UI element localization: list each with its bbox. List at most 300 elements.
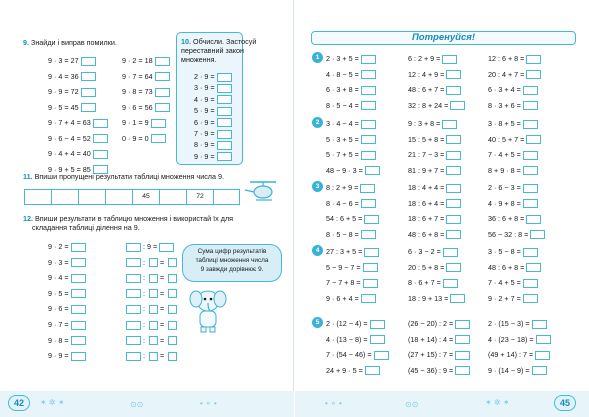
equation-text: 7 · 4 + 5 =: [488, 278, 521, 288]
equation-row: [488, 275, 541, 291]
answer-box[interactable]: [455, 366, 470, 375]
colon-sign: :: [143, 351, 145, 361]
task9-instruction: Знайди і виправ помилки.: [31, 38, 117, 47]
equation-row: [326, 82, 376, 98]
equation-row: [48, 270, 86, 286]
exercise-column: [408, 51, 465, 113]
answer-box[interactable]: [81, 88, 96, 97]
equation-text: 6 · 3 + 4 =: [488, 85, 521, 95]
equation-text: 8 : 2 + 9 =: [326, 183, 359, 192]
equation-text: 0 · 9 = 0: [122, 133, 149, 143]
equation-row: [48, 286, 86, 302]
equation-row: [194, 128, 232, 139]
answer-box[interactable]: [217, 107, 232, 116]
answer-box[interactable]: [446, 199, 461, 208]
answer-box[interactable]: [523, 86, 538, 95]
answer-box[interactable]: [361, 70, 376, 79]
answer-box[interactable]: [526, 70, 541, 79]
equation-row: [408, 116, 461, 132]
answer-box[interactable]: [155, 57, 170, 66]
equation-row: [326, 98, 376, 114]
answer-box[interactable]: [443, 248, 458, 257]
equation-text: 54 : 6 + 5 =: [326, 214, 363, 224]
exercise-column: [408, 180, 461, 242]
equation-row: [488, 98, 541, 114]
answer-box[interactable]: [523, 166, 538, 175]
equation-row: [326, 211, 379, 227]
answer-box[interactable]: [523, 101, 538, 110]
exercise-column: [326, 116, 380, 178]
equation-row: [326, 291, 379, 307]
answer-box[interactable]: [530, 230, 545, 239]
answer-box[interactable]: [523, 120, 538, 129]
exercise-number-badge: 1: [312, 52, 323, 63]
exercise-column: [488, 244, 541, 306]
equation-row: [488, 291, 541, 307]
answer-box[interactable]: [360, 184, 375, 193]
answer-box[interactable]: [126, 321, 141, 330]
equation-text: 2 · 6 − 3 =: [488, 183, 521, 192]
equation-row: [488, 260, 541, 276]
equals-sign: =: [160, 351, 165, 361]
task9-column-2: [122, 53, 170, 146]
answer-box[interactable]: [364, 248, 379, 257]
equation-text: 9 · 2 =: [48, 242, 69, 251]
answer-box[interactable]: [168, 336, 177, 345]
equation-row: [408, 82, 465, 98]
answer-box[interactable]: [217, 95, 232, 104]
answer-box[interactable]: [361, 294, 376, 303]
task11-instruction: Впиши пропущені результати таблиці множення числа 9.: [34, 172, 224, 181]
answer-box[interactable]: [446, 166, 461, 175]
answer-box[interactable]: [126, 305, 141, 314]
answer-box[interactable]: [446, 135, 461, 144]
equation-text: 20 : 5 + 8 =: [408, 262, 445, 272]
decor-bicycle-icon: ⊙⊙: [130, 400, 144, 409]
equation-row: [122, 100, 170, 116]
equation-row: [488, 51, 541, 67]
equation-row: [326, 163, 380, 179]
answer-box[interactable]: [526, 263, 541, 272]
equals-sign: =: [160, 288, 165, 298]
equation-text: 9 · 6 + 4 =: [326, 293, 359, 303]
answer-box[interactable]: [526, 135, 541, 144]
answer-box[interactable]: [446, 215, 461, 224]
equation-row: [488, 147, 541, 163]
equation-text: 15 : 5 + 8 =: [408, 134, 445, 144]
exercise-number-badge: 5: [312, 317, 323, 328]
answer-box[interactable]: [81, 57, 96, 66]
equation-text: 4 · 8 − 5 =: [326, 69, 359, 79]
answer-box[interactable]: [442, 120, 457, 129]
answer-box[interactable]: [532, 320, 547, 329]
equation-text: 9 · 6 =: [48, 304, 69, 314]
task10-instruction: 10. Обчисли. Застосуй переставний закон множення.: [181, 37, 257, 64]
answer-box[interactable]: [363, 279, 378, 288]
equation-row: [408, 227, 461, 243]
equation-row: [326, 244, 379, 260]
left-page-number: 42: [8, 395, 30, 411]
task11-header: 11. Впиши пропущені результати таблиці множення числа 9.: [23, 172, 224, 181]
equation-row: [488, 227, 545, 243]
strip-cell: 45: [132, 190, 159, 204]
equation-text: 20 : 4 + 7 =: [488, 69, 525, 79]
equation-text: 36 : 6 + 8 =: [488, 214, 525, 224]
answer-box[interactable]: [126, 258, 141, 267]
equation-text: 24 + 9 · 5 =: [326, 365, 363, 375]
answer-box[interactable]: [168, 321, 177, 330]
equation-row: [408, 180, 461, 196]
equation-text: 48 : 6 + 7 =: [408, 85, 445, 95]
equation-row: [326, 51, 376, 67]
equation-row: [488, 116, 541, 132]
division-row: [124, 239, 177, 255]
equation-row: [48, 146, 108, 162]
answer-box[interactable]: [374, 351, 389, 360]
answer-box[interactable]: [93, 150, 108, 159]
equation-text: 5 · 7 + 5 =: [326, 150, 359, 160]
colon-sign: :: [143, 335, 145, 345]
equals-sign: =: [160, 304, 165, 314]
answer-box[interactable]: [523, 248, 538, 257]
answer-box[interactable]: [168, 258, 177, 267]
exercise-column: [488, 51, 541, 113]
equation-text: 5 · 3 + 5 =: [326, 134, 359, 144]
answer-box[interactable]: [81, 103, 96, 112]
answer-box[interactable]: [365, 166, 380, 175]
equation-text: 9 · 3 = 27: [48, 56, 79, 65]
task9-column-1: [48, 53, 108, 177]
answer-box[interactable]: [217, 84, 232, 93]
exercise-number-badge: 2: [312, 117, 323, 128]
equation-row: [408, 275, 465, 291]
answer-box[interactable]: [168, 352, 177, 361]
answer-box[interactable]: [126, 336, 141, 345]
equation-text: 56 − 32 : 8 =: [488, 229, 529, 239]
left-page: [0, 0, 294, 417]
equation-row: [408, 332, 470, 348]
answer-box[interactable]: [361, 120, 376, 129]
strip-cell[interactable]: [24, 190, 51, 204]
equation-row: [194, 94, 232, 105]
page-title: Потренуйся!: [311, 31, 576, 45]
equation-text: 81 : 9 + 7 =: [408, 165, 445, 175]
answer-box[interactable]: [361, 86, 376, 95]
answer-box[interactable]: [168, 289, 177, 298]
answer-box[interactable]: [361, 55, 376, 64]
answer-box[interactable]: [523, 294, 538, 303]
answer-box[interactable]: [455, 351, 470, 360]
equation-text: 9 · 6 = 56: [122, 102, 153, 112]
answer-box[interactable]: [159, 243, 174, 252]
answer-box[interactable]: [370, 335, 385, 344]
division-row: [124, 286, 177, 302]
answer-box[interactable]: [71, 336, 86, 345]
equation-text: 8 · 3 + 6 =: [488, 100, 521, 110]
task12-header: 12. Впиши результати в таблицю множення і використай їх для складання таблиці ділення на 9.: [23, 214, 234, 232]
equation-text: 9 · 5 =: [48, 288, 69, 298]
answer-box[interactable]: [450, 101, 465, 110]
answer-box[interactable]: [126, 289, 141, 298]
answer-box[interactable]: [71, 321, 86, 330]
answer-box[interactable]: [151, 119, 166, 128]
equation-row: [408, 51, 465, 67]
answer-box[interactable]: [126, 243, 141, 252]
exercise-number-badge: 3: [312, 181, 323, 192]
equation-row: [326, 132, 380, 148]
strip-cell[interactable]: [159, 190, 186, 204]
task12-division: [124, 239, 177, 364]
equation-text: 8 · 6 + 7 =: [408, 278, 441, 288]
equation-row: [326, 227, 379, 243]
answer-box[interactable]: [93, 134, 108, 143]
answer-box[interactable]: [126, 274, 141, 283]
strip-cell[interactable]: [105, 190, 132, 204]
equation-row: [194, 71, 232, 82]
answer-box[interactable]: [126, 352, 141, 361]
exercise-column: [326, 51, 376, 113]
answer-box[interactable]: [532, 366, 547, 375]
equation-row: [488, 132, 541, 148]
equation-text: 7 · 4 + 5 =: [488, 150, 521, 160]
division-row: [124, 255, 177, 271]
colon-sign: :: [143, 288, 145, 298]
answer-box[interactable]: [149, 305, 158, 314]
equation-row: [122, 84, 170, 100]
answer-box[interactable]: [455, 335, 470, 344]
equation-text: 7 · 9 =: [194, 128, 215, 138]
answer-box[interactable]: [370, 320, 385, 329]
equation-text: 7 · (54 − 46) =: [326, 350, 372, 360]
answer-box[interactable]: [71, 352, 86, 361]
equation-text: 2 · (12 − 4) =: [326, 319, 368, 328]
helicopter-icon: [244, 179, 282, 205]
answer-box[interactable]: [71, 258, 86, 267]
equation-text: 8 · 5 − 8 =: [326, 229, 359, 239]
answer-box[interactable]: [155, 72, 170, 81]
equation-text: 3 · 5 − 8 =: [488, 247, 521, 256]
equation-row: [194, 105, 232, 116]
equation-row: [326, 116, 380, 132]
equation-row: [326, 196, 379, 212]
answer-box[interactable]: [81, 72, 96, 81]
answer-box[interactable]: [149, 258, 158, 267]
answer-box[interactable]: [365, 366, 380, 375]
right-page: [295, 0, 589, 417]
equation-text: 9 · 4 =: [48, 273, 69, 283]
task9-header: 9. Знайди і виправ помилки.: [23, 38, 117, 47]
equation-row: [488, 163, 541, 179]
equation-row: [48, 348, 86, 364]
equation-row: [194, 151, 232, 162]
answer-box[interactable]: [523, 199, 538, 208]
equation-text: 8 · 4 − 6 =: [326, 198, 359, 208]
equation-text: 3 · 8 + 5 =: [488, 119, 521, 128]
strip-cell: 72: [186, 190, 213, 204]
equation-text: 2 · 3 + 5 =: [326, 54, 359, 63]
equation-text: 9 · 6 − 4 = 52: [48, 133, 91, 143]
division-row: [124, 270, 177, 286]
answer-box[interactable]: [455, 320, 470, 329]
decor-bicycle-icon: ⊙⊙: [405, 400, 419, 409]
answer-box[interactable]: [71, 305, 86, 314]
equation-text: 3 · 9 =: [194, 83, 215, 93]
equation-row: [326, 363, 389, 379]
answer-box[interactable]: [217, 73, 232, 82]
equation-row: [194, 82, 232, 93]
answer-box[interactable]: [536, 335, 551, 344]
equation-text: 9 · 1 = 9: [122, 118, 149, 127]
equation-row: [408, 260, 465, 276]
answer-box[interactable]: [155, 88, 170, 97]
equation-text: 32 : 8 + 24 =: [408, 100, 449, 110]
equation-text: 9 · 5 = 45: [48, 102, 79, 112]
equation-text: 18 : 6 + 4 =: [408, 198, 445, 208]
equation-row: [488, 347, 551, 363]
equation-text: 5 − 9 − 7 =: [326, 262, 361, 272]
answer-box[interactable]: [151, 134, 166, 143]
equation-text: 4 · (13 − 8) =: [326, 334, 368, 344]
equation-row: [408, 244, 465, 260]
answer-box[interactable]: [361, 135, 376, 144]
equation-row: [408, 132, 461, 148]
answer-box[interactable]: [149, 336, 158, 345]
answer-box[interactable]: [217, 141, 232, 150]
equation-text: 9 · 2 = 18: [122, 56, 153, 65]
equation-text: (26 − 20) : 2 =: [408, 319, 454, 328]
exercise-column: [488, 316, 551, 378]
equation-text: 9 · 8 =: [48, 335, 69, 345]
equation-text: 4 · (23 − 18) =: [488, 334, 534, 344]
answer-box[interactable]: [535, 351, 550, 360]
equation-row: [122, 115, 170, 131]
equation-text: 9 · 7 =: [48, 319, 69, 329]
equation-text: 9 · 3 =: [48, 257, 69, 267]
answer-box[interactable]: [442, 55, 457, 64]
answer-box[interactable]: [361, 151, 376, 160]
answer-box[interactable]: [71, 289, 86, 298]
equation-row: [122, 53, 170, 69]
answer-box[interactable]: [361, 230, 376, 239]
answer-box[interactable]: [168, 305, 177, 314]
equation-row: [194, 117, 232, 128]
answer-box[interactable]: [526, 55, 541, 64]
answer-box[interactable]: [93, 119, 108, 128]
answer-box[interactable]: [361, 101, 376, 110]
equation-text: 6 : 2 + 9 =: [408, 54, 441, 63]
colon-sign: :: [143, 304, 145, 314]
equation-text: 18 : 6 + 7 =: [408, 214, 445, 224]
equation-row: [122, 69, 170, 85]
strip-cell[interactable]: [213, 190, 240, 204]
answer-box[interactable]: [217, 130, 232, 139]
equals-sign: =: [160, 335, 165, 345]
exercise-column: [488, 116, 541, 178]
equation-text: 5 · 9 =: [194, 106, 215, 116]
equation-text: 12 : 4 + 9 =: [408, 69, 445, 79]
answer-box[interactable]: [443, 279, 458, 288]
answer-box[interactable]: [149, 352, 158, 361]
strip-cell[interactable]: [51, 190, 78, 204]
equation-row: [408, 316, 470, 332]
equals-sign: =: [160, 273, 165, 283]
answer-box[interactable]: [71, 274, 86, 283]
equation-text: 2 · (15 − 3) =: [488, 319, 530, 328]
equation-text: 6 · 9 =: [194, 117, 215, 127]
task11-number-strip: [24, 189, 240, 205]
answer-box[interactable]: [526, 215, 541, 224]
equation-row: [48, 53, 108, 69]
answer-box[interactable]: [149, 274, 158, 283]
equation-text: 27 : 3 + 5 =: [326, 247, 363, 256]
answer-box[interactable]: [446, 86, 461, 95]
hint-bubble: Сума цифр результатів таблиці множення числа 9 завжди дорівнює 9.: [182, 244, 282, 282]
answer-box[interactable]: [71, 243, 86, 252]
equation-text: 9 · 9 =: [48, 351, 69, 361]
right-page-number: 45: [554, 395, 576, 411]
answer-box[interactable]: [450, 294, 465, 303]
answer-box[interactable]: [168, 274, 177, 283]
equation-text: 8 · 9 =: [194, 140, 215, 150]
answer-box[interactable]: [446, 263, 461, 272]
answer-box[interactable]: [217, 118, 232, 127]
equation-text: 9 · 9 + 5 = 85: [48, 164, 91, 174]
equation-text: 18 : 4 + 4 =: [408, 183, 445, 192]
answer-box[interactable]: [149, 289, 158, 298]
answer-box[interactable]: [446, 151, 461, 160]
answer-box[interactable]: [523, 151, 538, 160]
answer-box[interactable]: [446, 70, 461, 79]
exercise-number-badge: 4: [312, 245, 323, 256]
equation-text: (18 + 14) : 4 =: [408, 334, 454, 344]
equation-row: [488, 363, 551, 379]
equation-row: [48, 301, 86, 317]
equation-text: 12 : 6 + 8 =: [488, 54, 525, 63]
answer-box[interactable]: [217, 152, 232, 161]
equation-text: 9 · 4 = 36: [48, 71, 79, 81]
exercise-column: [408, 244, 465, 306]
equation-row: [408, 291, 465, 307]
exercise-column: [326, 316, 389, 378]
answer-box[interactable]: [363, 263, 378, 272]
equation-text: 3 · 4 − 4 =: [326, 119, 359, 128]
equation-row: [326, 67, 376, 83]
colon-sign: :: [143, 273, 145, 283]
answer-box[interactable]: [523, 184, 538, 193]
answer-box[interactable]: [364, 215, 379, 224]
elephant-mascot-icon: [188, 285, 228, 335]
answer-box[interactable]: [155, 103, 170, 112]
division-row: [124, 317, 177, 333]
answer-box[interactable]: [446, 184, 461, 193]
strip-cell[interactable]: [78, 190, 105, 204]
answer-box[interactable]: [446, 230, 461, 239]
equation-text: 6 · 3 − 2 =: [408, 247, 441, 256]
equation-text: 9 · 7 = 64: [122, 71, 153, 81]
equation-text: 6 · 3 + 8 =: [326, 85, 359, 95]
decor-stars-icon: ✶ ✲ ✶: [40, 398, 65, 407]
answer-box[interactable]: [149, 321, 158, 330]
exercise-column: [326, 180, 379, 242]
equals-sign: =: [160, 319, 165, 329]
equation-row: [408, 363, 470, 379]
answer-box[interactable]: [523, 279, 538, 288]
equation-row: [48, 333, 86, 349]
equation-text: 9 · (14 − 9) =: [488, 365, 530, 375]
equation-text: (27 + 15) : 7 =: [408, 350, 454, 360]
answer-box[interactable]: [361, 199, 376, 208]
equation-row: [326, 260, 379, 276]
